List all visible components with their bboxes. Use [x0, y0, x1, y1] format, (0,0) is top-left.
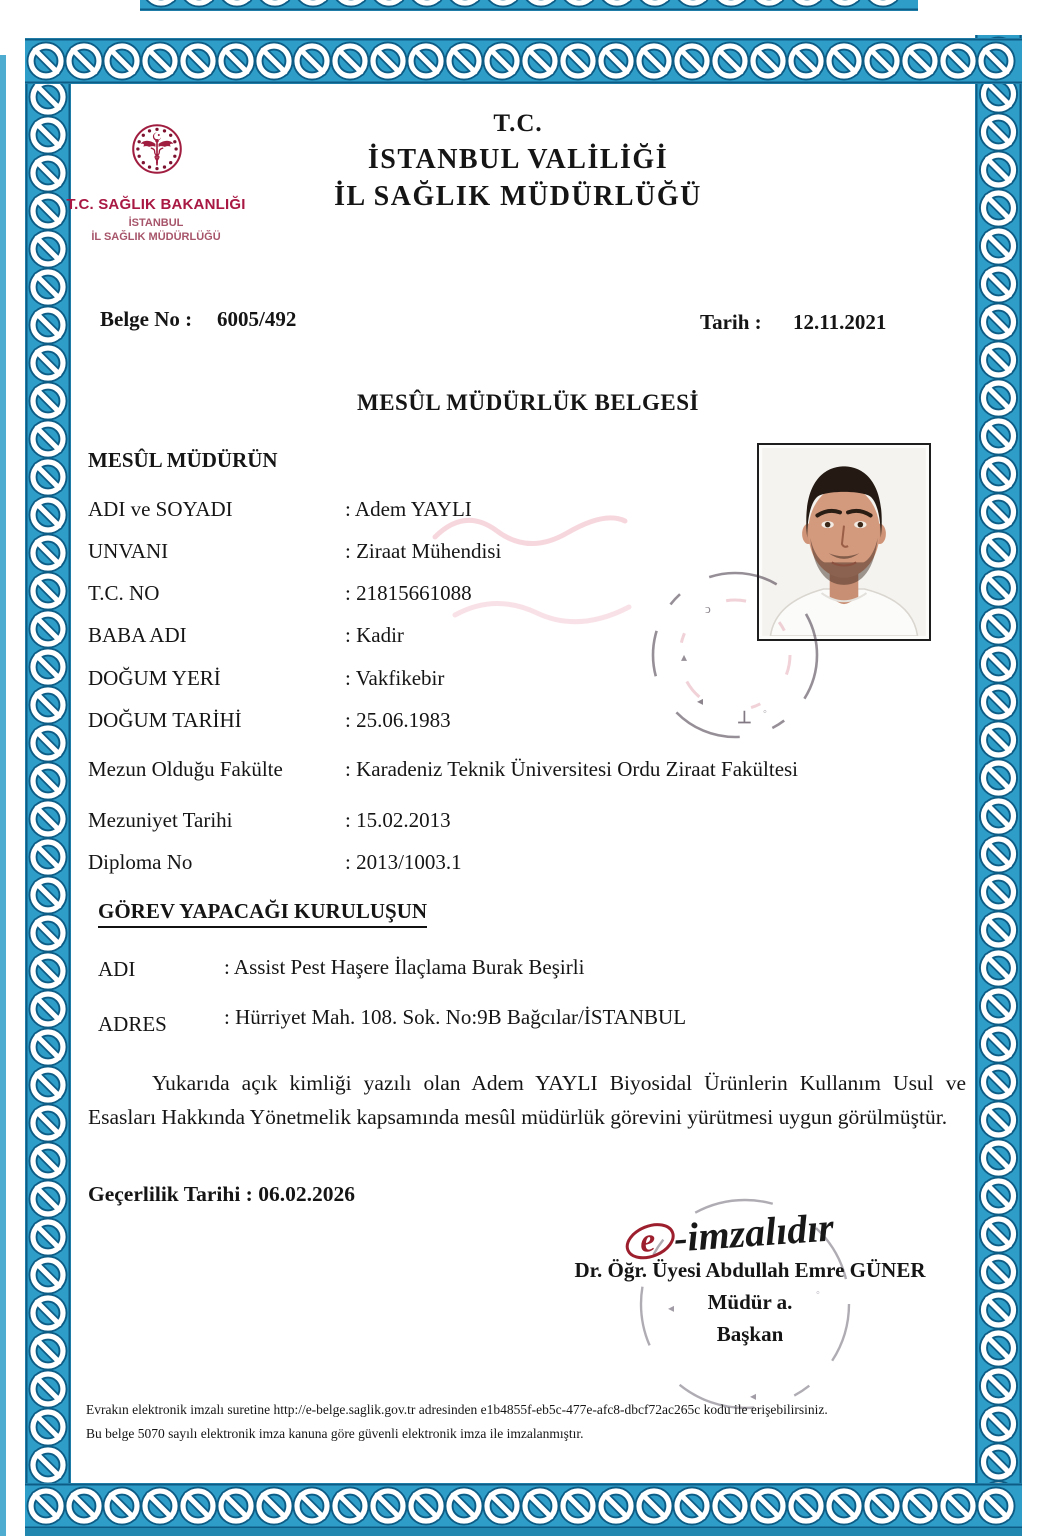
field-value: : Kadir	[345, 623, 404, 647]
svg-text:◂: ◂	[750, 1389, 757, 1403]
signatory-block	[540, 1258, 960, 1347]
field-value: : 25.06.1983	[345, 708, 451, 732]
ministry-logotype	[50, 196, 262, 243]
signatory-name: Dr. Öğr. Üyesi Abdullah Emre GÜNER	[574, 1258, 926, 1282]
svg-text:◂: ◂	[697, 694, 704, 708]
field-value: : Ziraat Mühendisi	[345, 539, 502, 563]
field-value: : 2013/1003.1	[345, 850, 462, 874]
field-label: Mezuniyet Tarihi	[88, 808, 233, 832]
svg-text:ͻ: ͻ	[705, 601, 711, 616]
svg-text:▴: ▴	[681, 650, 688, 664]
field-label: DOĞUM TARİHİ	[88, 708, 242, 732]
field-label: ADI	[98, 957, 136, 981]
field-label: BABA ADI	[88, 623, 187, 647]
signatory-role-2: Başkan	[716, 1322, 784, 1346]
ministry-city: İSTANBUL	[128, 217, 184, 229]
authority-tc: T.C.	[493, 110, 543, 137]
field-label: T.C. NO	[88, 581, 160, 605]
field-label: DOĞUM YERİ	[88, 666, 221, 690]
footer-law-line: Bu belge 5070 sayılı elektronik imza kanuna göre güvenli elektronik imza ile imzalanmıştır.	[86, 1426, 584, 1441]
field-label: ADRES	[98, 1012, 167, 1036]
body-paragraph: Yukarıda açık kimliği yazılı olan Adem YAYLI Biyosidal Ürünlerin Kullanım Usul ve Esasları Hakkında Yönetmelik kapsamında mesûl müdürlük görevini yürütmesi uygun görülmüştür.	[88, 1071, 966, 1129]
ministry-name: T.C. SAĞLIK BAKANLIĞI	[66, 196, 246, 213]
field-label: UNVANI	[88, 539, 169, 563]
esign-e-glyph: e	[638, 1221, 657, 1260]
belge-no-value: 6005/492	[217, 307, 297, 331]
esign-script	[612, 1194, 957, 1260]
svg-text:◂: ◂	[668, 1301, 675, 1315]
esign-text: -imzalıdır	[672, 1204, 836, 1260]
svg-text:◦: ◦	[816, 1287, 820, 1299]
svg-text:◦: ◦	[763, 706, 767, 718]
field-label: Diploma No	[88, 850, 193, 874]
signatory-role-1: Müdür a.	[707, 1290, 793, 1314]
field-value: : Assist Pest Haşere İlaçlama Burak Beşirli	[224, 955, 585, 979]
authority-mudurluk: İL SAĞLIK MÜDÜRLÜĞÜ	[334, 181, 702, 212]
validity-date: Geçerlilik Tarihi : 06.02.2026	[88, 1182, 355, 1206]
field-label: ADI ve SOYADI	[88, 497, 233, 521]
svg-text:⊥: ⊥	[737, 708, 752, 727]
organization-section-heading: GÖREV YAPACAĞI KURULUŞUN	[98, 899, 427, 928]
field-value: : Hürriyet Mah. 108. Sok. No:9B Bağcılar/İSTANBUL	[224, 1005, 687, 1029]
field-value: : 21815661088	[345, 581, 472, 605]
field-value: : Adem YAYLI	[345, 497, 472, 521]
authority-valilik: İSTANBUL VALİLİĞİ	[367, 144, 669, 175]
belge-no-label: Belge No :	[100, 307, 193, 331]
ministry-directorate: İL SAĞLIK MÜDÜRLÜĞÜ	[91, 231, 221, 243]
field-label: Mezun Olduğu Fakülte	[88, 757, 283, 781]
document-title: MESÛL MÜDÜRLÜK BELGESİ	[356, 390, 699, 415]
authority-heading	[287, 110, 749, 213]
field-value: : Vakfikebir	[345, 666, 445, 690]
portrait-illustration	[762, 448, 926, 636]
manager-section-heading: MESÛL MÜDÜRÜN	[88, 448, 278, 472]
tarih-value: 12.11.2021	[793, 310, 887, 334]
field-value: : Karadeniz Teknik Üniversitesi Ordu Ziraat Fakültesi	[345, 757, 799, 781]
portrait-photo	[757, 443, 931, 641]
field-value: : 15.02.2013	[345, 808, 451, 832]
ministry-emblem-icon	[126, 118, 188, 180]
footer-verification-line: Evrakın elektronik imzalı suretine http://e-belge.saglik.gov.tr adresinden e1b4855f-eb5c-477e-afc8-dbcf72ac265c kodu ile erişebilirsiniz.	[86, 1402, 828, 1417]
tarih-label: Tarih :	[700, 310, 762, 334]
